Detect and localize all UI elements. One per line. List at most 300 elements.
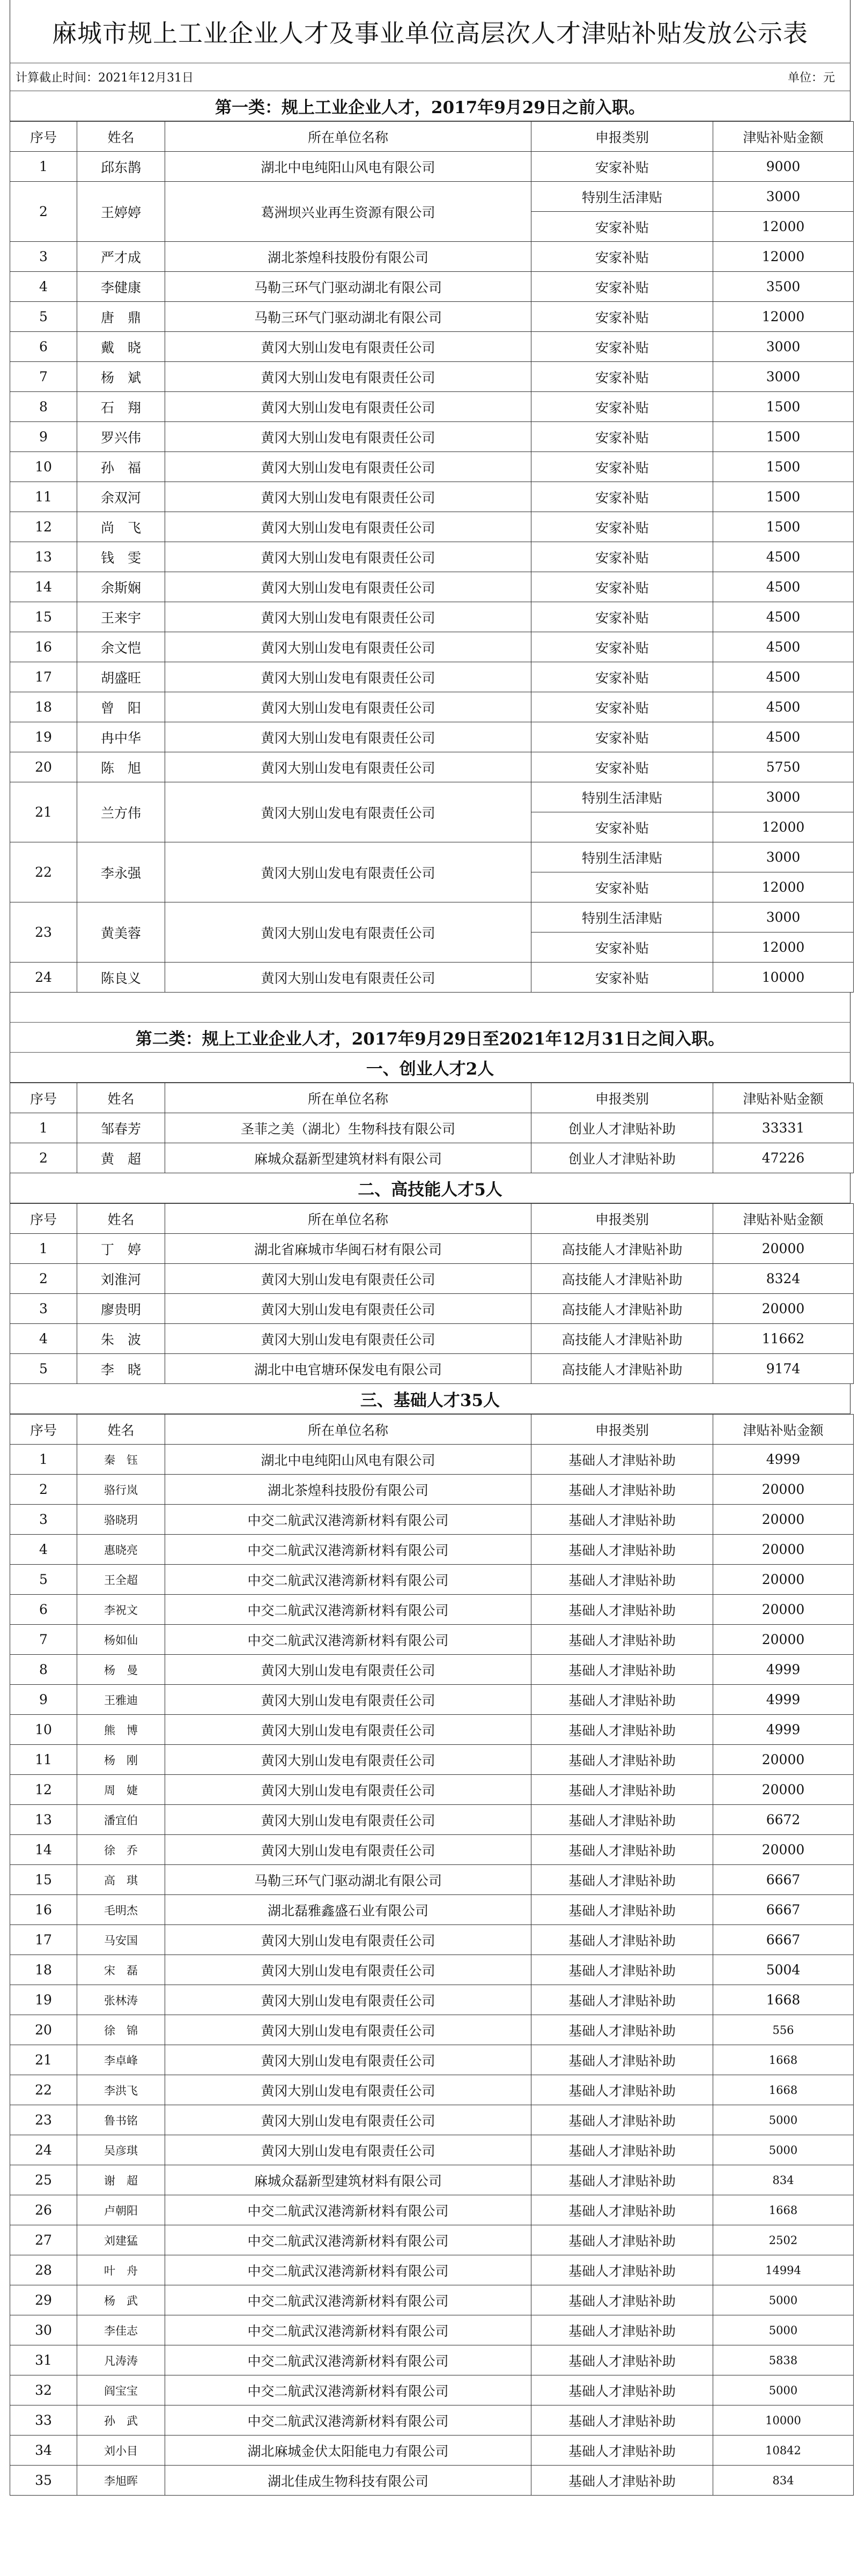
header-amount: 津贴补贴金额 [713, 1415, 854, 1445]
row-number: 3 [10, 1505, 77, 1535]
row-number: 32 [10, 2375, 77, 2405]
header-org: 所在单位名称 [165, 1083, 531, 1113]
row-number: 19 [10, 1985, 77, 2015]
section1-table [10, 121, 854, 993]
row-number: 25 [10, 2165, 77, 2195]
person-name: 李 晓 [77, 1354, 165, 1384]
person-name: 杨 斌 [77, 362, 165, 392]
table-row [10, 152, 854, 182]
category: 特别生活津贴 [531, 782, 713, 812]
person-name: 张林涛 [77, 1985, 165, 2015]
amount: 4500 [713, 722, 854, 752]
category: 基础人才津贴补助 [531, 1655, 713, 1685]
amount: 5000 [713, 2105, 854, 2135]
organization: 黄冈大别山发电有限责任公司 [165, 1745, 531, 1775]
person-name: 惠晓亮 [77, 1535, 165, 1565]
organization: 中交二航武汉港湾新材料有限公司 [165, 2405, 531, 2436]
category: 基础人才津贴补助 [531, 1925, 713, 1955]
organization: 中交二航武汉港湾新材料有限公司 [165, 2345, 531, 2375]
table-header-row [10, 1204, 854, 1234]
category: 创业人才津贴补助 [531, 1143, 713, 1173]
amount: 9174 [713, 1354, 854, 1384]
person-name: 李佳志 [77, 2315, 165, 2345]
table-row [10, 1805, 854, 1835]
category: 基础人才津贴补助 [531, 2345, 713, 2375]
person-name: 戴 晓 [77, 332, 165, 362]
person-name: 骆晓玥 [77, 1505, 165, 1535]
header-no: 序号 [10, 1204, 77, 1234]
category: 安家补贴 [531, 152, 713, 182]
organization: 湖北麻城金伏太阳能电力有限公司 [165, 2436, 531, 2466]
amount: 20000 [713, 1745, 854, 1775]
category: 基础人才津贴补助 [531, 2255, 713, 2285]
organization: 中交二航武汉港湾新材料有限公司 [165, 2225, 531, 2255]
row-number: 9 [10, 422, 77, 452]
organization: 黄冈大别山发电有限责任公司 [165, 602, 531, 632]
category: 基础人才津贴补助 [531, 1985, 713, 2015]
category: 基础人才津贴补助 [531, 1505, 713, 1535]
row-number: 11 [10, 482, 77, 512]
amount: 4500 [713, 602, 854, 632]
organization: 黄冈大别山发电有限责任公司 [165, 1835, 531, 1865]
organization: 黄冈大别山发电有限责任公司 [165, 1685, 531, 1715]
category: 安家补贴 [531, 392, 713, 422]
category: 安家补贴 [531, 602, 713, 632]
organization: 中交二航武汉港湾新材料有限公司 [165, 1505, 531, 1535]
table-row [10, 782, 854, 812]
person-name: 胡盛旺 [77, 662, 165, 692]
category: 安家补贴 [531, 452, 713, 482]
amount: 5000 [713, 2285, 854, 2315]
person-name: 阎宝宝 [77, 2375, 165, 2405]
row-number: 12 [10, 1775, 77, 1805]
organization: 中交二航武汉港湾新材料有限公司 [165, 1595, 531, 1625]
row-number: 23 [10, 2105, 77, 2135]
amount: 12000 [713, 872, 854, 902]
organization: 黄冈大别山发电有限责任公司 [165, 752, 531, 782]
person-name: 黄 超 [77, 1143, 165, 1173]
person-name: 潘宜伯 [77, 1805, 165, 1835]
header-name: 姓名 [77, 122, 165, 152]
table-row [10, 1595, 854, 1625]
row-number: 21 [10, 2045, 77, 2075]
amount: 1500 [713, 482, 854, 512]
organization: 黄冈大别山发电有限责任公司 [165, 392, 531, 422]
amount: 20000 [713, 1835, 854, 1865]
row-number: 15 [10, 602, 77, 632]
table-row [10, 752, 854, 782]
amount: 6672 [713, 1805, 854, 1835]
table-row [10, 302, 854, 332]
amount: 20000 [713, 1565, 854, 1595]
amount: 2502 [713, 2225, 854, 2255]
row-number: 9 [10, 1685, 77, 1715]
organization: 黄冈大别山发电有限责任公司 [165, 482, 531, 512]
person-name: 冉中华 [77, 722, 165, 752]
table-row [10, 1354, 854, 1384]
table-header-row [10, 1415, 854, 1445]
amount: 6667 [713, 1865, 854, 1895]
row-number: 15 [10, 1865, 77, 1895]
amount: 834 [713, 2466, 854, 2496]
category: 安家补贴 [531, 692, 713, 722]
category: 基础人才津贴补助 [531, 2045, 713, 2075]
category: 安家补贴 [531, 332, 713, 362]
row-number: 1 [10, 1113, 77, 1143]
header-category: 申报类别 [531, 1083, 713, 1113]
category: 基础人才津贴补助 [531, 2315, 713, 2345]
person-name: 邹春芳 [77, 1113, 165, 1143]
category: 基础人才津贴补助 [531, 2135, 713, 2165]
amount: 4500 [713, 692, 854, 722]
category: 高技能人才津贴补助 [531, 1324, 713, 1354]
row-number: 34 [10, 2436, 77, 2466]
row-number: 19 [10, 722, 77, 752]
organization: 马勒三环气门驱动湖北有限公司 [165, 1865, 531, 1895]
table-row [10, 332, 854, 362]
category: 安家补贴 [531, 812, 713, 842]
organization: 湖北佳成生物科技有限公司 [165, 2466, 531, 2496]
row-number: 33 [10, 2405, 77, 2436]
organization: 中交二航武汉港湾新材料有限公司 [165, 2255, 531, 2285]
category: 基础人才津贴补助 [531, 2075, 713, 2105]
person-name: 朱 波 [77, 1324, 165, 1354]
table-row [10, 1685, 854, 1715]
person-name: 周 婕 [77, 1775, 165, 1805]
organization: 湖北中电纯阳山风电有限公司 [165, 1445, 531, 1475]
amount: 3000 [713, 842, 854, 872]
category: 创业人才津贴补助 [531, 1113, 713, 1143]
table-row [10, 842, 854, 872]
person-name: 兰方伟 [77, 782, 165, 842]
amount: 20000 [713, 1535, 854, 1565]
row-number: 13 [10, 1805, 77, 1835]
amount: 1668 [713, 2195, 854, 2225]
organization: 湖北中电官塘环保发电有限公司 [165, 1354, 531, 1384]
row-number: 18 [10, 1955, 77, 1985]
organization: 黄冈大别山发电有限责任公司 [165, 2105, 531, 2135]
row-number: 1 [10, 1445, 77, 1475]
unit-label: 单位：元 [787, 71, 835, 85]
organization: 马勒三环气门驱动湖北有限公司 [165, 272, 531, 302]
amount: 3500 [713, 272, 854, 302]
amount: 834 [713, 2165, 854, 2195]
category: 安家补贴 [531, 242, 713, 272]
person-name: 卢朝阳 [77, 2195, 165, 2225]
row-number: 4 [10, 1535, 77, 1565]
category: 基础人才津贴补助 [531, 1475, 713, 1505]
amount: 3000 [713, 902, 854, 932]
row-number: 22 [10, 842, 77, 902]
category: 安家补贴 [531, 212, 713, 242]
group-table [10, 1414, 854, 2496]
table-row [10, 2345, 854, 2375]
category: 安家补贴 [531, 272, 713, 302]
amount: 4999 [713, 1685, 854, 1715]
category: 高技能人才津贴补助 [531, 1234, 713, 1264]
person-name: 徐 锦 [77, 2015, 165, 2045]
organization: 黄冈大别山发电有限责任公司 [165, 1985, 531, 2015]
row-number: 1 [10, 152, 77, 182]
category: 基础人才津贴补助 [531, 2405, 713, 2436]
amount: 1668 [713, 2075, 854, 2105]
person-name: 余斯娴 [77, 572, 165, 602]
category: 基础人才津贴补助 [531, 2466, 713, 2496]
table-header-row [10, 1083, 854, 1113]
category: 高技能人才津贴补助 [531, 1354, 713, 1384]
category: 基础人才津贴补助 [531, 2225, 713, 2255]
person-name: 刘建猛 [77, 2225, 165, 2255]
category: 基础人才津贴补助 [531, 2015, 713, 2045]
row-number: 11 [10, 1745, 77, 1775]
category: 基础人才津贴补助 [531, 1535, 713, 1565]
amount: 11662 [713, 1324, 854, 1354]
header-no: 序号 [10, 122, 77, 152]
table-row [10, 1234, 854, 1264]
header-amount: 津贴补贴金额 [713, 1204, 854, 1234]
header-category: 申报类别 [531, 122, 713, 152]
category: 基础人才津贴补助 [531, 2195, 713, 2225]
amount: 4500 [713, 542, 854, 572]
table-row [10, 2466, 854, 2496]
table-row [10, 2285, 854, 2315]
row-number: 20 [10, 2015, 77, 2045]
table-row [10, 1113, 854, 1143]
amount: 47226 [713, 1143, 854, 1173]
person-name: 宋 磊 [77, 1955, 165, 1985]
header-name: 姓名 [77, 1415, 165, 1445]
table-row [10, 2315, 854, 2345]
amount: 10000 [713, 963, 854, 993]
amount: 9000 [713, 152, 854, 182]
table-row [10, 2405, 854, 2436]
amount: 1668 [713, 1985, 854, 2015]
table-row [10, 2255, 854, 2285]
row-number: 7 [10, 1625, 77, 1655]
person-name: 陈良义 [77, 963, 165, 993]
row-number: 24 [10, 2135, 77, 2165]
category: 安家补贴 [531, 752, 713, 782]
header-amount: 津贴补贴金额 [713, 122, 854, 152]
category: 基础人才津贴补助 [531, 1955, 713, 1985]
row-number: 2 [10, 1475, 77, 1505]
amount: 20000 [713, 1234, 854, 1264]
amount: 20000 [713, 1294, 854, 1324]
row-number: 5 [10, 1354, 77, 1384]
person-name: 李祝文 [77, 1595, 165, 1625]
organization: 黄冈大别山发电有限责任公司 [165, 963, 531, 993]
header-org: 所在单位名称 [165, 122, 531, 152]
organization: 湖北茶煌科技股份有限公司 [165, 1475, 531, 1505]
person-name: 丁 婷 [77, 1234, 165, 1264]
amount: 14994 [713, 2255, 854, 2285]
table-header-row [10, 122, 854, 152]
category: 基础人才津贴补助 [531, 1685, 713, 1715]
amount: 3000 [713, 182, 854, 212]
section2-groups [10, 1053, 850, 2496]
organization: 黄冈大别山发电有限责任公司 [165, 452, 531, 482]
page-title: 麻城市规上工业企业人才及事业单位高层次人才津贴补贴发放公示表 [10, 0, 850, 63]
category: 安家补贴 [531, 362, 713, 392]
group-title: 三、基础人才35人 [10, 1384, 850, 1414]
organization: 黄冈大别山发电有限责任公司 [165, 692, 531, 722]
category: 安家补贴 [531, 632, 713, 662]
person-name: 邱东鹊 [77, 152, 165, 182]
organization: 黄冈大别山发电有限责任公司 [165, 1775, 531, 1805]
person-name: 李健康 [77, 272, 165, 302]
amount: 10000 [713, 2405, 854, 2436]
organization: 湖北中电纯阳山风电有限公司 [165, 152, 531, 182]
header-no: 序号 [10, 1415, 77, 1445]
amount: 6667 [713, 1925, 854, 1955]
organization: 黄冈大别山发电有限责任公司 [165, 1955, 531, 1985]
organization: 黄冈大别山发电有限责任公司 [165, 722, 531, 752]
group-table [10, 1203, 854, 1384]
row-number: 4 [10, 272, 77, 302]
category: 安家补贴 [531, 662, 713, 692]
person-name: 余文恺 [77, 632, 165, 662]
person-name: 王全超 [77, 1565, 165, 1595]
amount: 12000 [713, 932, 854, 963]
amount: 4500 [713, 632, 854, 662]
organization: 黄冈大别山发电有限责任公司 [165, 1925, 531, 1955]
row-number: 7 [10, 362, 77, 392]
category: 安家补贴 [531, 482, 713, 512]
amount: 20000 [713, 1505, 854, 1535]
organization: 中交二航武汉港湾新材料有限公司 [165, 1565, 531, 1595]
row-number: 27 [10, 2225, 77, 2255]
table-row [10, 1143, 854, 1173]
amount: 5000 [713, 2135, 854, 2165]
table-row [10, 2135, 854, 2165]
table-row [10, 2225, 854, 2255]
organization: 黄冈大别山发电有限责任公司 [165, 332, 531, 362]
category: 基础人才津贴补助 [531, 2285, 713, 2315]
organization: 黄冈大别山发电有限责任公司 [165, 542, 531, 572]
organization: 黄冈大别山发电有限责任公司 [165, 1294, 531, 1324]
row-number: 10 [10, 1715, 77, 1745]
table-row [10, 1745, 854, 1775]
table-row [10, 2165, 854, 2195]
person-name: 石 翔 [77, 392, 165, 422]
organization: 湖北茶煌科技股份有限公司 [165, 242, 531, 272]
person-name: 王婷婷 [77, 182, 165, 242]
person-name: 吴彦琪 [77, 2135, 165, 2165]
row-number: 21 [10, 782, 77, 842]
table-row [10, 242, 854, 272]
organization: 黄冈大别山发电有限责任公司 [165, 1655, 531, 1685]
person-name: 罗兴伟 [77, 422, 165, 452]
person-name: 余双河 [77, 482, 165, 512]
amount: 4500 [713, 572, 854, 602]
row-number: 13 [10, 542, 77, 572]
row-number: 5 [10, 1565, 77, 1595]
person-name: 徐 乔 [77, 1835, 165, 1865]
organization: 黄冈大别山发电有限责任公司 [165, 1324, 531, 1354]
category: 基础人才津贴补助 [531, 1895, 713, 1925]
person-name: 叶 舟 [77, 2255, 165, 2285]
organization: 湖北磊雅鑫盛石业有限公司 [165, 1895, 531, 1925]
amount: 556 [713, 2015, 854, 2045]
row-number: 10 [10, 452, 77, 482]
group-table [10, 1083, 854, 1173]
table-row [10, 1324, 854, 1354]
group-title: 二、高技能人才5人 [10, 1173, 850, 1203]
category: 高技能人才津贴补助 [531, 1294, 713, 1324]
row-number: 30 [10, 2315, 77, 2345]
category: 基础人才津贴补助 [531, 1805, 713, 1835]
row-number: 24 [10, 963, 77, 993]
row-number: 8 [10, 1655, 77, 1685]
row-number: 26 [10, 2195, 77, 2225]
cutoff-date: 计算截止时间：2021年12月31日 [16, 71, 194, 85]
amount: 8324 [713, 1264, 854, 1294]
category: 基础人才津贴补助 [531, 2436, 713, 2466]
table-row [10, 1985, 854, 2015]
person-name: 陈 旭 [77, 752, 165, 782]
row-number: 2 [10, 182, 77, 242]
person-name: 骆行岚 [77, 1475, 165, 1505]
table-row [10, 632, 854, 662]
category: 基础人才津贴补助 [531, 1625, 713, 1655]
organization: 中交二航武汉港湾新材料有限公司 [165, 2375, 531, 2405]
category: 基础人才津贴补助 [531, 1865, 713, 1895]
amount: 1500 [713, 452, 854, 482]
person-name: 李旭晖 [77, 2466, 165, 2496]
amount: 10842 [713, 2436, 854, 2466]
table-row [10, 902, 854, 932]
table-row [10, 362, 854, 392]
person-name: 杨 武 [77, 2285, 165, 2315]
amount: 3000 [713, 332, 854, 362]
row-number: 2 [10, 1264, 77, 1294]
organization: 黄冈大别山发电有限责任公司 [165, 782, 531, 842]
table-row [10, 722, 854, 752]
organization: 黄冈大别山发电有限责任公司 [165, 1805, 531, 1835]
table-row [10, 1835, 854, 1865]
person-name: 曾 阳 [77, 692, 165, 722]
organization: 黄冈大别山发电有限责任公司 [165, 842, 531, 902]
table-row [10, 1955, 854, 1985]
person-name: 孙 福 [77, 452, 165, 482]
amount: 20000 [713, 1475, 854, 1505]
category: 基础人才津贴补助 [531, 1445, 713, 1475]
table-row [10, 2436, 854, 2466]
person-name: 黄美蓉 [77, 902, 165, 963]
row-number: 18 [10, 692, 77, 722]
category: 安家补贴 [531, 422, 713, 452]
category: 基础人才津贴补助 [531, 1565, 713, 1595]
table-row [10, 602, 854, 632]
amount: 12000 [713, 812, 854, 842]
organization: 中交二航武汉港湾新材料有限公司 [165, 2315, 531, 2345]
table-row [10, 1865, 854, 1895]
person-name: 鲁书铭 [77, 2105, 165, 2135]
header-amount: 津贴补贴金额 [713, 1083, 854, 1113]
person-name: 刘小目 [77, 2436, 165, 2466]
organization: 中交二航武汉港湾新材料有限公司 [165, 1535, 531, 1565]
person-name: 廖贵明 [77, 1294, 165, 1324]
row-number: 22 [10, 2075, 77, 2105]
group-title: 一、创业人才2人 [10, 1053, 850, 1083]
amount: 4999 [713, 1655, 854, 1685]
person-name: 高 琪 [77, 1865, 165, 1895]
table-row [10, 1715, 854, 1745]
amount: 4500 [713, 662, 854, 692]
person-name: 毛明杰 [77, 1895, 165, 1925]
category: 基础人才津贴补助 [531, 2375, 713, 2405]
organization: 黄冈大别山发电有限责任公司 [165, 1264, 531, 1294]
